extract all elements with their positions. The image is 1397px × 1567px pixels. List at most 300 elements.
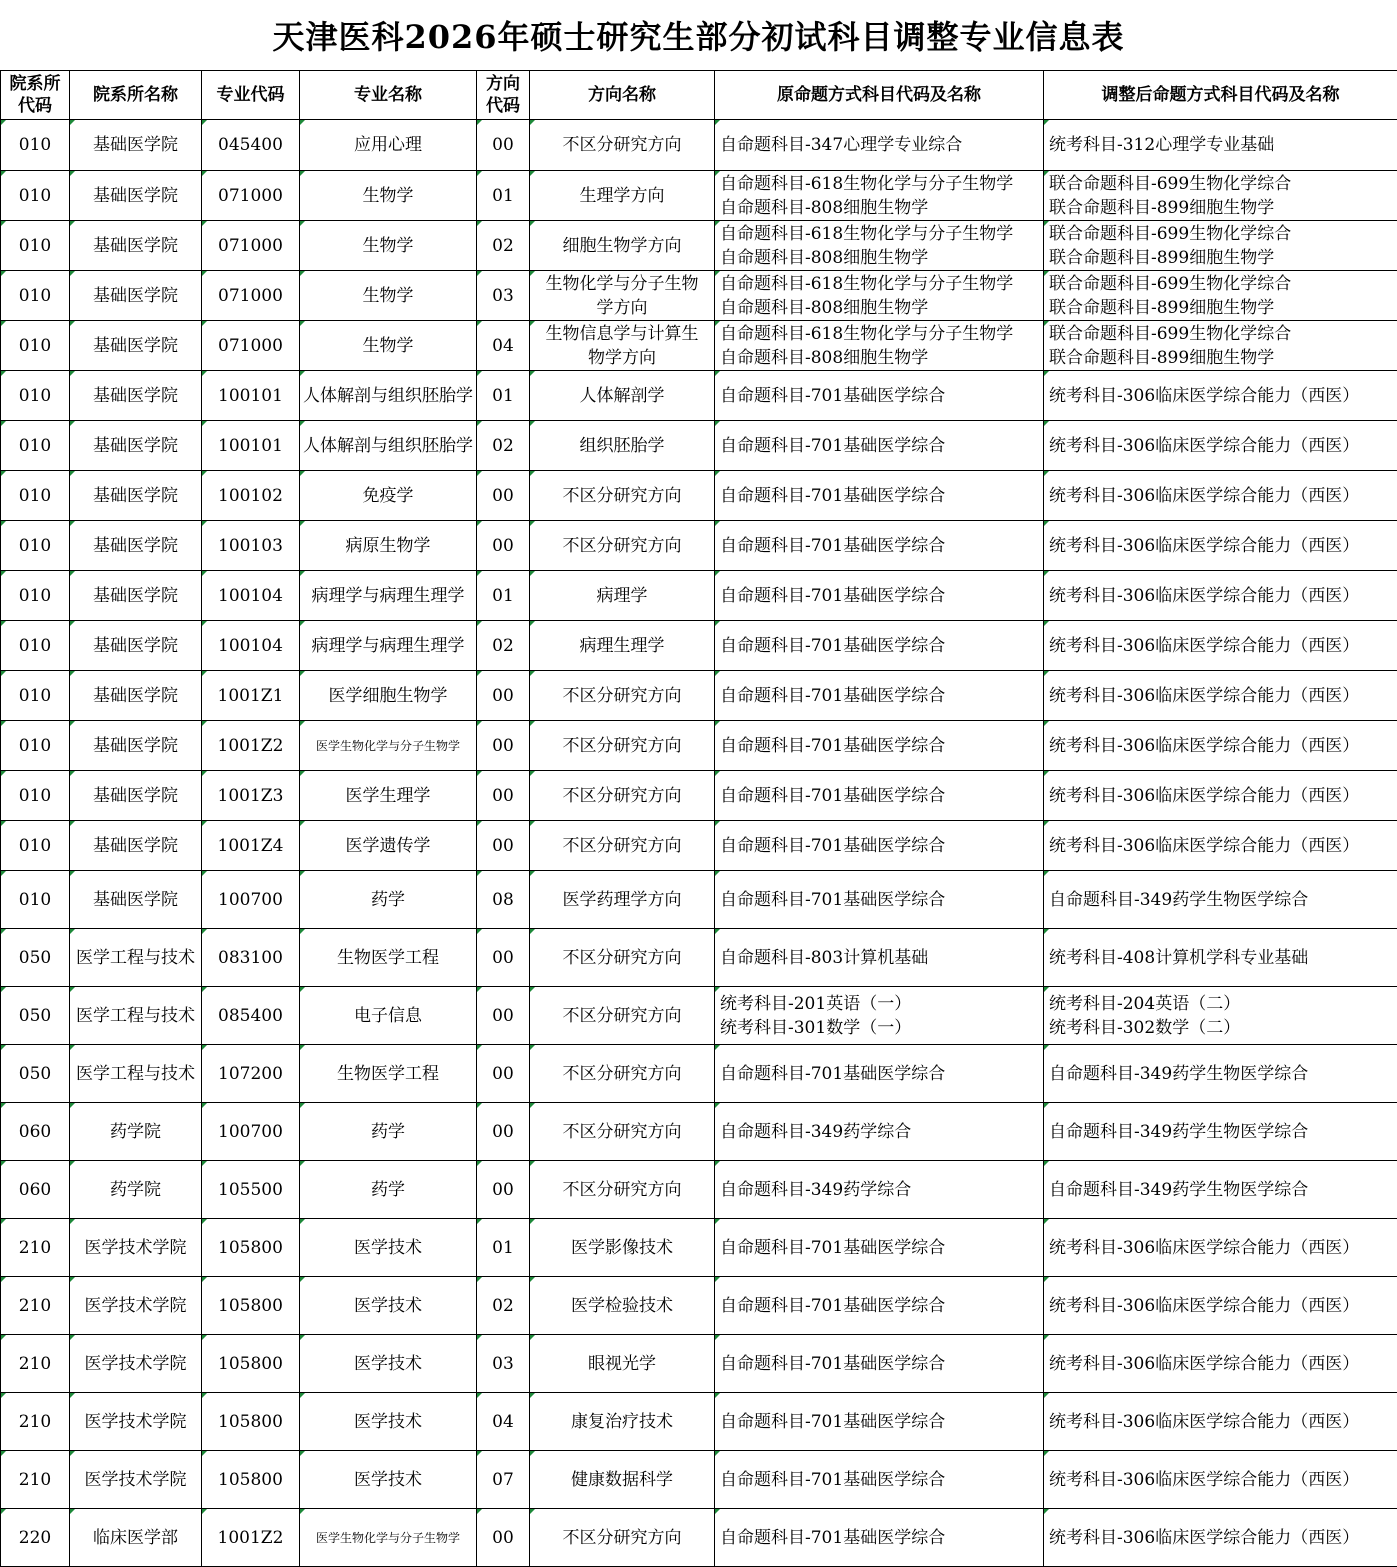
orig-subject-cell-line: 自命题科目-618生物化学与分子生物学 [720,172,1043,196]
new-subject-cell-line: 统考科目-306临床医学综合能力（西医） [1049,534,1397,558]
major-code-cell: 105500 [202,1161,300,1219]
dir-code-cell: 00 [477,821,530,871]
dir-name-cell-line: 不区分研究方向 [530,784,714,808]
orig-subject-cell-line: 统考科目-201英语（一） [720,992,1043,1016]
dept-name-cell: 药学院 [70,1103,202,1161]
major-name-cell: 生物学 [300,221,477,271]
header-major-code: 专业代码 [202,71,300,120]
dir-name-cell-line: 不区分研究方向 [530,684,714,708]
table-row [1,671,1397,721]
dept-name-cell: 基础医学院 [70,571,202,621]
new-subject-cell-line: 统考科目-306临床医学综合能力（西医） [1049,684,1397,708]
orig-subject-cell [715,721,1044,771]
dir-name-cell-line: 不区分研究方向 [530,1526,714,1550]
new-subject-cell-line: 统考科目-306临床医学综合能力（西医） [1049,434,1397,458]
table-row [1,421,1397,471]
dir-name-cell-line: 眼视光学 [530,1352,714,1376]
dept-code-cell: 210 [1,1335,70,1393]
dir-code-cell: 00 [477,1509,530,1567]
dir-name-cell-line: 不区分研究方向 [530,484,714,508]
dir-name-cell [530,521,715,571]
dir-name-cell [530,721,715,771]
new-subject-cell [1044,1277,1397,1335]
dir-name-cell [530,671,715,721]
dir-name-cell-line: 不区分研究方向 [530,734,714,758]
dept-name-cell: 基础医学院 [70,821,202,871]
dir-code-cell: 00 [477,1161,530,1219]
dir-code-cell: 00 [477,771,530,821]
dir-name-cell-line: 细胞生物学方向 [530,234,714,258]
new-subject-cell-line: 自命题科目-349药学生物医学综合 [1049,888,1397,912]
orig-subject-cell-line: 自命题科目-347心理学专业综合 [720,133,1043,157]
dept-code-cell: 010 [1,771,70,821]
orig-subject-cell [715,221,1044,271]
orig-subject-cell [715,771,1044,821]
dept-code-cell: 220 [1,1509,70,1567]
orig-subject-cell-line: 自命题科目-701基础医学综合 [720,734,1043,758]
dir-code-cell: 01 [477,571,530,621]
dir-name-cell-line: 病理学 [530,584,714,608]
orig-subject-cell-line: 自命题科目-701基础医学综合 [720,434,1043,458]
new-subject-cell-line: 统考科目-306临床医学综合能力（西医） [1049,1410,1397,1434]
new-subject-cell-line: 统考科目-302数学（二） [1049,1016,1397,1040]
major-name-cell: 医学技术 [300,1393,477,1451]
new-subject-cell [1044,120,1397,171]
new-subject-cell [1044,987,1397,1045]
new-subject-cell [1044,471,1397,521]
major-name-cell: 医学技术 [300,1451,477,1509]
dir-name-cell [530,171,715,221]
dir-name-cell [530,929,715,987]
dept-name-cell: 基础医学院 [70,321,202,371]
orig-subject-cell [715,1277,1044,1335]
orig-subject-cell-line: 自命题科目-808细胞生物学 [720,196,1043,220]
new-subject-cell-line: 统考科目-306临床医学综合能力（西医） [1049,634,1397,658]
dept-name-cell: 基础医学院 [70,671,202,721]
orig-subject-cell-line: 自命题科目-808细胞生物学 [720,296,1043,320]
orig-subject-cell [715,371,1044,421]
major-name-cell: 生物学 [300,321,477,371]
dir-name-cell-line: 不区分研究方向 [530,133,714,157]
dir-name-cell [530,871,715,929]
table-row [1,221,1397,271]
dir-code-cell: 00 [477,671,530,721]
dir-code-cell: 02 [477,621,530,671]
new-subject-cell [1044,171,1397,221]
orig-subject-cell-line: 自命题科目-808细胞生物学 [720,246,1043,270]
dept-name-cell: 药学院 [70,1161,202,1219]
new-subject-cell-line: 联合命题科目-699生物化学综合 [1049,322,1397,346]
new-subject-cell-line: 统考科目-312心理学专业基础 [1049,133,1397,157]
dir-name-cell-line: 不区分研究方向 [530,534,714,558]
dir-name-cell-line: 医学影像技术 [530,1236,714,1260]
dept-name-cell: 医学技术学院 [70,1451,202,1509]
dir-code-cell: 00 [477,987,530,1045]
new-subject-cell-line: 统考科目-306临床医学综合能力（西医） [1049,1294,1397,1318]
dir-name-cell-line: 生物化学与分子生物 [530,272,714,296]
header-row [1,71,1397,120]
new-subject-cell [1044,1045,1397,1103]
major-code-cell: 100103 [202,521,300,571]
dir-name-cell-line: 病理生理学 [530,634,714,658]
major-name-cell: 医学生物化学与分子生物学 [300,1509,477,1567]
new-subject-cell [1044,571,1397,621]
major-code-cell: 105800 [202,1219,300,1277]
orig-subject-cell [715,1393,1044,1451]
orig-subject-cell-line: 自命题科目-618生物化学与分子生物学 [720,272,1043,296]
new-subject-cell-line: 统考科目-306临床医学综合能力（西医） [1049,584,1397,608]
new-subject-cell-line: 统考科目-306临床医学综合能力（西医） [1049,734,1397,758]
dir-name-cell [530,987,715,1045]
dir-name-cell-line: 不区分研究方向 [530,1120,714,1144]
major-code-cell: 071000 [202,271,300,321]
dir-name-cell-line: 人体解剖学 [530,384,714,408]
new-subject-cell [1044,521,1397,571]
dept-name-cell: 基础医学院 [70,471,202,521]
dept-code-cell: 010 [1,571,70,621]
major-code-cell: 100104 [202,571,300,621]
dept-name-cell: 医学技术学院 [70,1277,202,1335]
table-row [1,721,1397,771]
dir-code-cell: 00 [477,521,530,571]
dir-code-cell: 04 [477,1393,530,1451]
table-row [1,371,1397,421]
header-dir-name: 方向名称 [530,71,715,120]
dept-name-cell: 基础医学院 [70,120,202,171]
major-name-cell: 生物医学工程 [300,1045,477,1103]
dir-code-cell: 01 [477,371,530,421]
major-code-cell: 100102 [202,471,300,521]
dir-name-cell-line: 医学检验技术 [530,1294,714,1318]
major-name-cell: 药学 [300,871,477,929]
new-subject-cell-line: 联合命题科目-899细胞生物学 [1049,346,1397,370]
dept-code-cell: 010 [1,721,70,771]
table-row [1,929,1397,987]
orig-subject-cell-line: 自命题科目-618生物化学与分子生物学 [720,322,1043,346]
major-code-cell: 1001Z2 [202,1509,300,1567]
dept-code-cell: 050 [1,929,70,987]
dir-name-cell [530,621,715,671]
major-code-cell: 045400 [202,120,300,171]
orig-subject-cell-line: 自命题科目-701基础医学综合 [720,1526,1043,1550]
new-subject-cell [1044,321,1397,371]
major-code-cell: 105800 [202,1335,300,1393]
table-row [1,1161,1397,1219]
dept-name-cell: 医学技术学院 [70,1335,202,1393]
orig-subject-cell-line: 自命题科目-701基础医学综合 [720,1294,1043,1318]
major-code-cell: 071000 [202,171,300,221]
new-subject-cell-line: 统考科目-306临床医学综合能力（西医） [1049,1352,1397,1376]
new-subject-cell [1044,1335,1397,1393]
dir-code-cell: 00 [477,120,530,171]
major-code-cell: 100101 [202,371,300,421]
orig-subject-cell [715,987,1044,1045]
dir-name-cell [530,371,715,421]
major-code-cell: 1001Z2 [202,721,300,771]
major-name-cell: 生物学 [300,171,477,221]
dir-name-cell [530,221,715,271]
dir-name-cell [530,471,715,521]
orig-subject-cell [715,1045,1044,1103]
table-row [1,771,1397,821]
dir-name-cell [530,1277,715,1335]
dir-name-cell [530,1161,715,1219]
major-name-cell: 应用心理 [300,120,477,171]
new-subject-cell [1044,1219,1397,1277]
dir-code-cell: 04 [477,321,530,371]
new-subject-cell [1044,1509,1397,1567]
dept-name-cell: 基础医学院 [70,221,202,271]
dir-name-cell [530,571,715,621]
header-new-subjects: 调整后命题方式科目代码及名称 [1044,71,1397,120]
table-row [1,1335,1397,1393]
table-row [1,571,1397,621]
dir-name-cell-line: 健康数据科学 [530,1468,714,1492]
major-code-cell: 071000 [202,321,300,371]
table-row [1,871,1397,929]
dir-name-cell [530,1103,715,1161]
dir-code-cell: 01 [477,1219,530,1277]
header-dept-code: 院系所 代码 [1,71,70,120]
major-name-cell: 人体解剖与组织胚胎学 [300,371,477,421]
table-row [1,1393,1397,1451]
major-name-cell: 医学技术 [300,1335,477,1393]
dir-name-cell-line: 生理学方向 [530,184,714,208]
table-row [1,821,1397,871]
dir-name-cell [530,321,715,371]
new-subject-cell [1044,721,1397,771]
major-code-cell: 085400 [202,987,300,1045]
major-code-cell: 105800 [202,1393,300,1451]
new-subject-cell-line: 联合命题科目-699生物化学综合 [1049,272,1397,296]
new-subject-cell-line: 自命题科目-349药学生物医学综合 [1049,1062,1397,1086]
dept-name-cell: 基础医学院 [70,521,202,571]
dept-code-cell: 010 [1,671,70,721]
major-name-cell: 病原生物学 [300,521,477,571]
dir-code-cell: 02 [477,221,530,271]
dir-code-cell: 00 [477,929,530,987]
table-row [1,321,1397,371]
orig-subject-cell [715,871,1044,929]
dir-name-cell [530,271,715,321]
major-name-cell: 医学遗传学 [300,821,477,871]
dept-name-cell: 医学技术学院 [70,1393,202,1451]
dept-code-cell: 060 [1,1161,70,1219]
new-subject-cell [1044,271,1397,321]
table-row [1,1277,1397,1335]
major-name-cell: 病理学与病理生理学 [300,621,477,671]
orig-subject-cell [715,1219,1044,1277]
dept-name-cell: 基础医学院 [70,621,202,671]
major-name-cell: 医学生理学 [300,771,477,821]
orig-subject-cell [715,621,1044,671]
dept-name-cell: 基础医学院 [70,271,202,321]
orig-subject-cell [715,571,1044,621]
orig-subject-cell-line: 自命题科目-701基础医学综合 [720,1062,1043,1086]
dir-code-cell: 00 [477,721,530,771]
table-row [1,1219,1397,1277]
dept-name-cell: 医学技术学院 [70,1219,202,1277]
new-subject-cell-line: 联合命题科目-899细胞生物学 [1049,296,1397,320]
major-code-cell: 100101 [202,421,300,471]
dir-code-cell: 02 [477,421,530,471]
new-subject-cell [1044,371,1397,421]
new-subject-cell [1044,771,1397,821]
table-row [1,1045,1397,1103]
major-code-cell: 1001Z3 [202,771,300,821]
new-subject-cell [1044,1393,1397,1451]
orig-subject-cell [715,1509,1044,1567]
table-row [1,271,1397,321]
orig-subject-cell-line: 自命题科目-803计算机基础 [720,946,1043,970]
dir-name-cell-line: 不区分研究方向 [530,1004,714,1028]
major-code-cell: 100700 [202,1103,300,1161]
dept-name-cell: 医学工程与技术 [70,929,202,987]
new-subject-cell [1044,1451,1397,1509]
dir-name-cell [530,1335,715,1393]
dept-code-cell: 060 [1,1103,70,1161]
dept-code-cell: 010 [1,871,70,929]
orig-subject-cell-line: 自命题科目-701基础医学综合 [720,1236,1043,1260]
table-row [1,987,1397,1045]
major-code-cell: 105800 [202,1451,300,1509]
dir-code-cell: 07 [477,1451,530,1509]
dir-name-cell-line: 康复治疗技术 [530,1410,714,1434]
major-name-cell: 药学 [300,1161,477,1219]
dir-name-cell [530,771,715,821]
dir-code-cell: 03 [477,271,530,321]
header-dept-name: 院系所名称 [70,71,202,120]
orig-subject-cell-line: 自命题科目-701基础医学综合 [720,584,1043,608]
dir-name-cell [530,120,715,171]
dept-code-cell: 050 [1,1045,70,1103]
dir-code-cell: 02 [477,1277,530,1335]
dir-name-cell-line: 物学方向 [530,346,714,370]
header-major-name: 专业名称 [300,71,477,120]
table-row [1,1451,1397,1509]
new-subject-cell [1044,671,1397,721]
table-row [1,1103,1397,1161]
major-name-cell: 人体解剖与组织胚胎学 [300,421,477,471]
table-row [1,171,1397,221]
new-subject-cell-line: 统考科目-306临床医学综合能力（西医） [1049,1526,1397,1550]
dir-name-cell-line: 不区分研究方向 [530,1062,714,1086]
dir-name-cell [530,1045,715,1103]
major-code-cell: 105800 [202,1277,300,1335]
major-name-cell: 生物学 [300,271,477,321]
major-name-cell: 医学技术 [300,1219,477,1277]
dir-code-cell: 01 [477,171,530,221]
dir-name-cell-line: 不区分研究方向 [530,1178,714,1202]
dir-name-cell [530,1393,715,1451]
new-subject-cell-line: 统考科目-306临床医学综合能力（西医） [1049,784,1397,808]
dir-name-cell [530,1509,715,1567]
dept-code-cell: 010 [1,271,70,321]
dept-name-cell: 基础医学院 [70,421,202,471]
new-subject-cell-line: 联合命题科目-899细胞生物学 [1049,196,1397,220]
dept-name-cell: 基础医学院 [70,771,202,821]
major-name-cell: 免疫学 [300,471,477,521]
dir-name-cell [530,821,715,871]
major-name-cell: 医学生物化学与分子生物学 [300,721,477,771]
dept-code-cell: 210 [1,1219,70,1277]
new-subject-cell-line: 统考科目-306临床医学综合能力（西医） [1049,484,1397,508]
dir-name-cell [530,421,715,471]
new-subject-cell [1044,821,1397,871]
dept-name-cell: 医学工程与技术 [70,1045,202,1103]
dir-code-cell: 00 [477,1045,530,1103]
dept-code-cell: 210 [1,1277,70,1335]
orig-subject-cell-line: 自命题科目-701基础医学综合 [720,888,1043,912]
dir-name-cell-line: 不区分研究方向 [530,834,714,858]
subject-adjustment-table [0,70,1397,1567]
new-subject-cell-line: 统考科目-408计算机学科专业基础 [1049,946,1397,970]
orig-subject-cell [715,471,1044,521]
major-code-cell: 100700 [202,871,300,929]
dept-code-cell: 010 [1,171,70,221]
dir-name-cell [530,1451,715,1509]
orig-subject-cell-line: 自命题科目-349药学综合 [720,1178,1043,1202]
new-subject-cell [1044,929,1397,987]
dept-code-cell: 210 [1,1451,70,1509]
orig-subject-cell-line: 自命题科目-618生物化学与分子生物学 [720,222,1043,246]
dir-name-cell-line: 组织胚胎学 [530,434,714,458]
new-subject-cell-line: 统考科目-204英语（二） [1049,992,1397,1016]
dept-code-cell: 010 [1,421,70,471]
table-row [1,1509,1397,1567]
dept-code-cell: 010 [1,321,70,371]
dept-code-cell: 010 [1,371,70,421]
dept-code-cell: 010 [1,471,70,521]
orig-subject-cell-line: 自命题科目-701基础医学综合 [720,684,1043,708]
orig-subject-cell-line: 自命题科目-701基础医学综合 [720,1352,1043,1376]
new-subject-cell-line: 联合命题科目-699生物化学综合 [1049,172,1397,196]
orig-subject-cell [715,521,1044,571]
orig-subject-cell-line: 自命题科目-808细胞生物学 [720,346,1043,370]
orig-subject-cell [715,671,1044,721]
major-code-cell: 1001Z1 [202,671,300,721]
header-dir-code: 方向 代码 [477,71,530,120]
dept-name-cell: 临床医学部 [70,1509,202,1567]
table-row [1,521,1397,571]
major-code-cell: 1001Z4 [202,821,300,871]
dept-name-cell: 基础医学院 [70,171,202,221]
orig-subject-cell-line: 自命题科目-701基础医学综合 [720,634,1043,658]
dir-name-cell [530,1219,715,1277]
dept-code-cell: 010 [1,621,70,671]
new-subject-cell [1044,871,1397,929]
major-name-cell: 医学技术 [300,1277,477,1335]
orig-subject-cell [715,1335,1044,1393]
dept-name-cell: 基础医学院 [70,721,202,771]
orig-subject-cell [715,1161,1044,1219]
new-subject-cell-line: 自命题科目-349药学生物医学综合 [1049,1120,1397,1144]
new-subject-cell [1044,421,1397,471]
orig-subject-cell [715,1103,1044,1161]
orig-subject-cell-line: 自命题科目-701基础医学综合 [720,834,1043,858]
major-name-cell: 药学 [300,1103,477,1161]
major-code-cell: 071000 [202,221,300,271]
orig-subject-cell-line: 自命题科目-349药学综合 [720,1120,1043,1144]
dir-name-cell-line: 不区分研究方向 [530,946,714,970]
new-subject-cell-line: 联合命题科目-699生物化学综合 [1049,222,1397,246]
new-subject-cell-line: 自命题科目-349药学生物医学综合 [1049,1178,1397,1202]
orig-subject-cell [715,321,1044,371]
orig-subject-cell [715,421,1044,471]
new-subject-cell-line: 统考科目-306临床医学综合能力（西医） [1049,1468,1397,1492]
new-subject-cell-line: 统考科目-306临床医学综合能力（西医） [1049,834,1397,858]
dept-code-cell: 010 [1,120,70,171]
